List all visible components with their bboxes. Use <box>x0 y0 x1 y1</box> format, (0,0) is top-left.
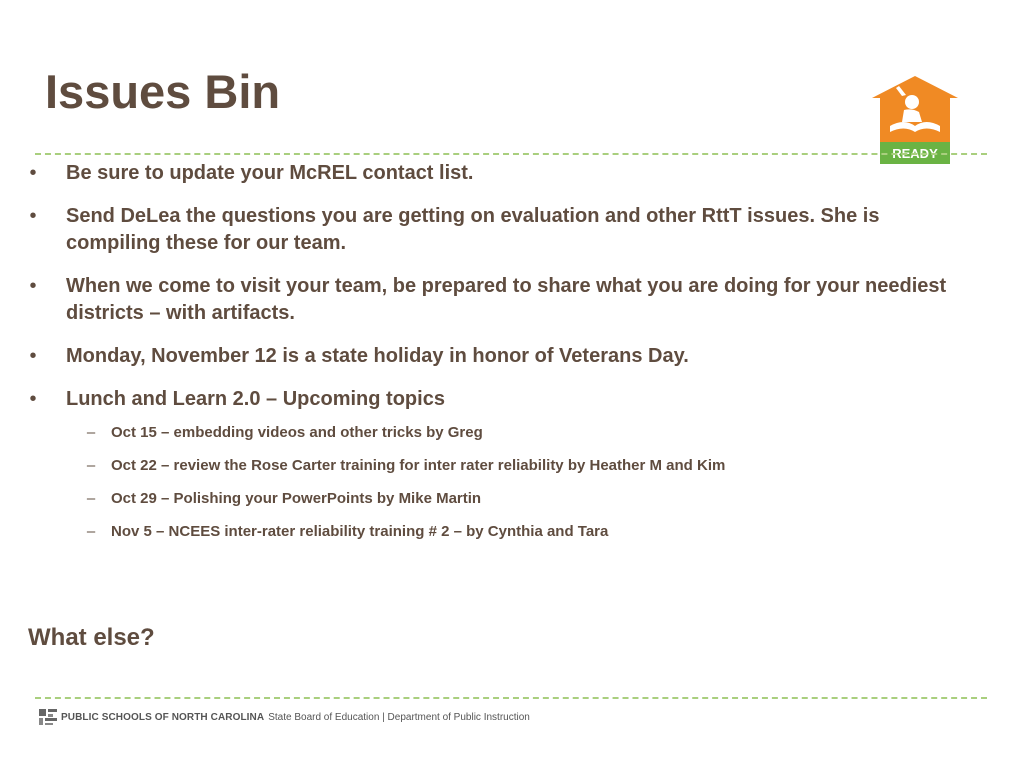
ready-logo-label: READY <box>892 146 938 161</box>
bullet-item <box>28 343 948 370</box>
bullet-text: Send DeLea the questions you are getting on evaluation and other RttT issues. She is compiling these for our team. <box>66 205 880 254</box>
sub-item <box>66 489 948 509</box>
sub-marker: – <box>86 490 96 507</box>
sub-item <box>66 423 948 443</box>
bullet-marker: • <box>29 345 37 367</box>
bottom-divider <box>35 697 987 699</box>
sub-marker: – <box>86 424 96 441</box>
bullet-marker: • <box>29 275 37 297</box>
slide-title: Issues Bin <box>45 65 281 118</box>
bullet-marker: • <box>29 388 37 410</box>
bullet-item <box>28 386 948 542</box>
sub-marker: – <box>86 523 96 540</box>
nc-dpi-logo-icon <box>38 708 58 726</box>
footer-org-name: PUBLIC SCHOOLS OF NORTH CAROLINA <box>61 711 265 723</box>
sub-text: Oct 22 – review the Rose Carter training for inter rater reliability by Heather M and Kim <box>111 457 726 474</box>
sub-item <box>66 522 948 542</box>
bullet-item <box>28 273 948 327</box>
sub-list <box>66 423 948 542</box>
bullet-text: Lunch and Learn 2.0 – Upcoming topics <box>66 388 445 410</box>
sub-text: Oct 15 – embedding videos and other tricks by Greg <box>111 424 483 441</box>
closing-question: What else? <box>28 624 155 651</box>
ready-logo-child-head <box>905 95 919 109</box>
bullet-text: Be sure to update your McREL contact list. <box>66 162 474 184</box>
sub-text: Nov 5 – NCEES inter-rater reliability training # 2 – by Cynthia and Tara <box>111 523 609 540</box>
ready-logo-house <box>872 76 958 144</box>
sub-item <box>66 456 948 476</box>
footer <box>38 707 530 727</box>
footer-agencies: State Board of Education | Department of Public Instruction <box>268 711 530 723</box>
bullet-list <box>28 160 948 558</box>
bullet-text: Monday, November 12 is a state holiday in honor of Veterans Day. <box>66 345 689 367</box>
top-divider <box>35 153 987 155</box>
bullet-text: When we come to visit your team, be prepared to share what you are doing for your neediest districts – with artifacts. <box>66 275 947 324</box>
sub-marker: – <box>86 457 96 474</box>
bullet-marker: • <box>29 205 37 227</box>
sub-text: Oct 29 – Polishing your PowerPoints by Mike Martin <box>111 490 482 507</box>
bullet-item <box>28 160 948 187</box>
bullet-item <box>28 203 948 257</box>
bullet-marker: • <box>29 162 37 184</box>
